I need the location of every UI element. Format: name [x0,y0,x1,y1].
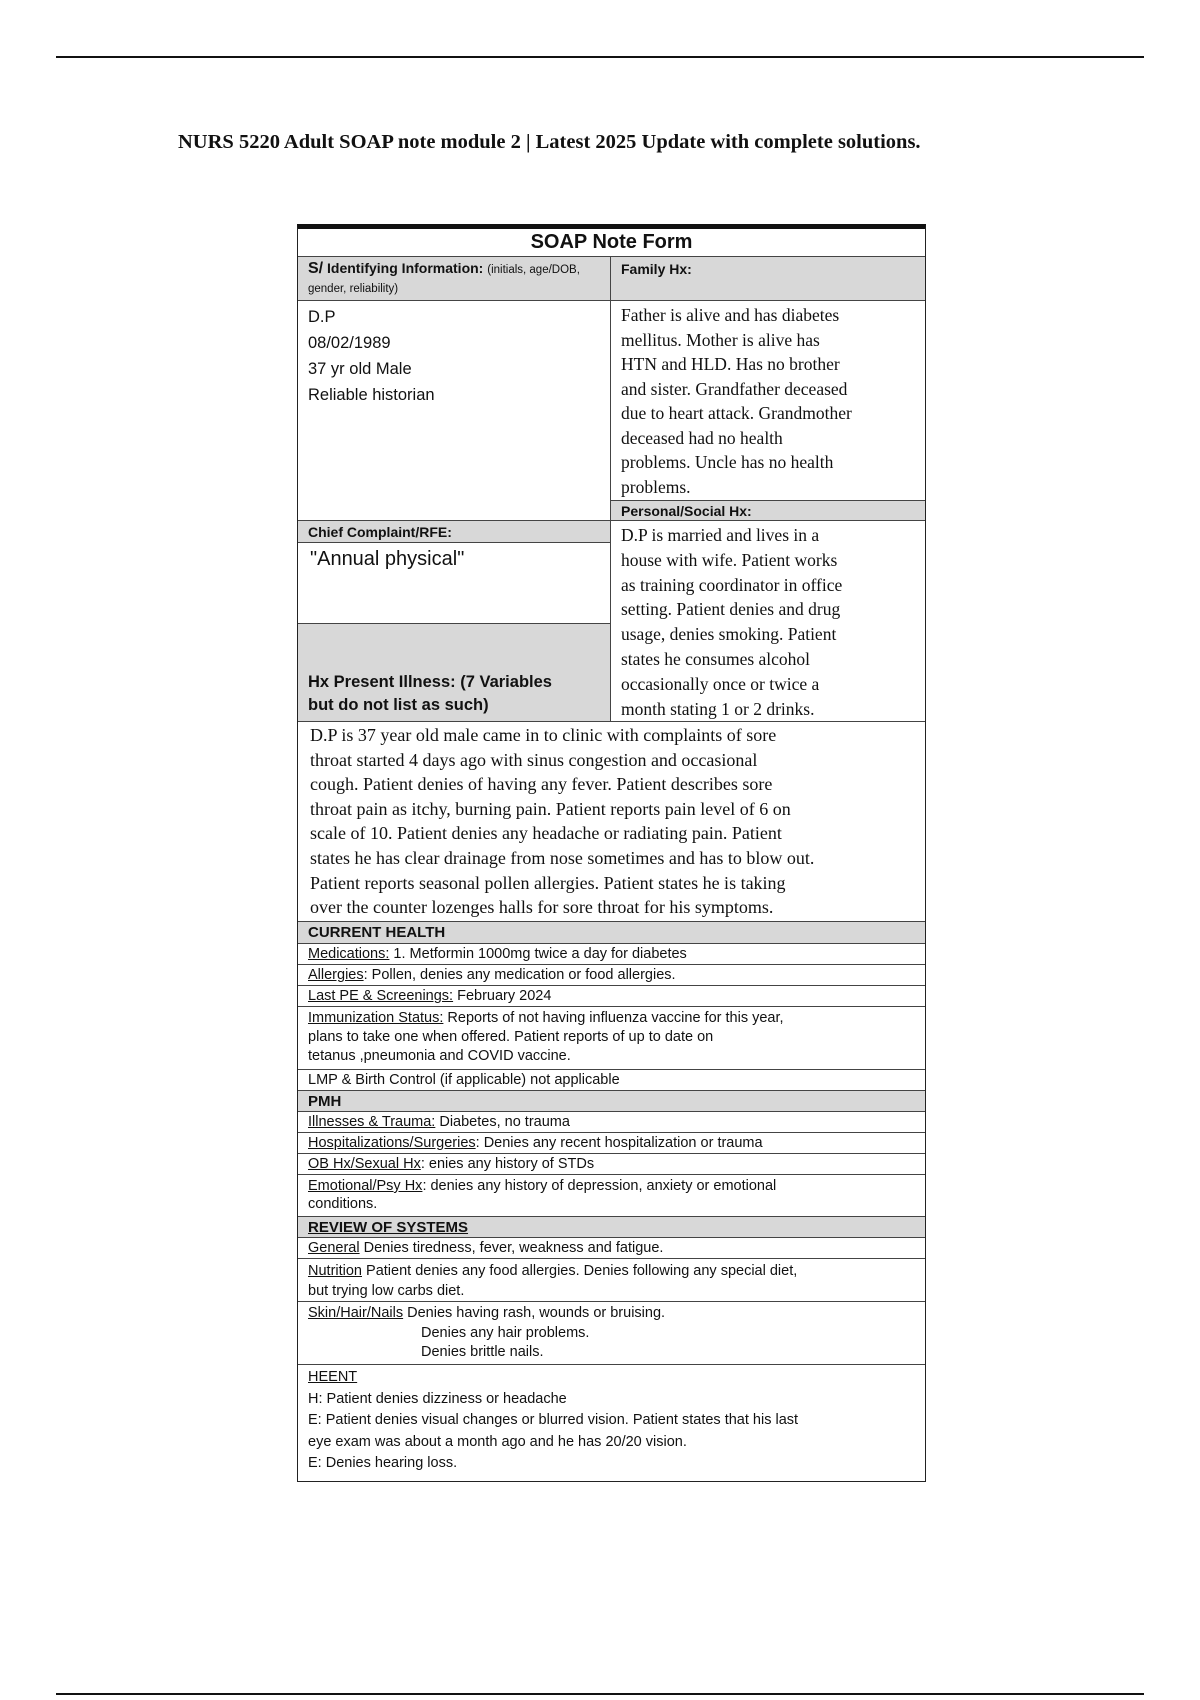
personal-social-line: month stating 1 or 2 drinks. [621,698,815,719]
ros-header-label: REVIEW OF SYSTEMS [308,1219,469,1236]
pmh-header: PMH [298,1090,925,1111]
ros-skin-line2: Denies any hair problems. [421,1324,590,1341]
emotional-row [298,1174,925,1216]
personal-social-line: occasionally once or twice a [621,673,820,694]
illnesses-row [298,1111,925,1132]
lmp-label: LMP & Birth Control (if applicable) [308,1072,527,1088]
personal-social-line: as training coordinator in office [621,574,843,595]
personal-social-line: states he consumes alcohol [621,648,811,669]
hospitalizations-row [298,1132,925,1153]
identifying-info-hint: (initials, age/DOB, gender, reliability) [308,264,580,295]
hpi-line: states he has clear drainage from nose sometimes and has to blow out. [310,847,815,868]
patient-age-gender: 37 yr old Male [308,360,412,378]
personal-social-hx-header: Personal/Social Hx: [611,500,925,520]
personal-social-line: house with wife. Patient works [621,549,838,570]
personal-social-line: D.P is married and lives in a [621,525,820,545]
family-hx-line: deceased had no health [621,427,783,448]
lmp-row [298,1069,925,1090]
immunization-line3: tetanus ,pneumonia and COVID vaccine. [308,1048,571,1064]
ros-nutrition-line2: but trying low carbs diet. [308,1283,465,1299]
ros-skin-row [298,1301,925,1364]
medications-label: Medications: [308,946,390,962]
hpi-line: throat started 4 days ago with sinus congestion and occasional [310,749,758,770]
emotional-line2: conditions. [308,1196,378,1212]
medications-value: 1. Metformin 1000mg twice a day for diabetes [389,946,687,962]
hpi-line: cough. Patient denies of having any fever. Patient describes sore [310,774,773,795]
personal-social-line: usage, denies smoking. Patient [621,624,837,645]
hpi-line: Patient reports seasonal pollen allergies. Patient states he is taking [310,872,786,893]
identifying-info-label: Identifying Information: [327,260,484,276]
ros-general-value: Denies tiredness, fever, weakness and fatigue. [359,1240,664,1256]
allergies-row [298,964,925,985]
top-rule [56,56,1144,58]
identifying-info-header [298,256,611,300]
patient-reliability: Reliable historian [308,386,435,404]
chief-complaint-header: Chief Complaint/RFE: [298,520,611,542]
immunization-line1: Reports of not having influenza vaccine for this year, [443,1010,784,1026]
hpi-body [298,721,925,921]
chief-complaint-value: "Annual physical" [298,542,611,623]
ob-sexual-label: OB Hx/Sexual Hx [308,1156,421,1172]
hospitalizations-label: Hospitalizations/Surgeries [308,1135,476,1151]
family-hx-line: HTN and HLD. Has no brother [621,354,840,374]
hpi-line: D.P is 37 year old male came in to clinic with complaints of sore [310,725,777,745]
ros-general-label: General [308,1240,360,1256]
personal-social-line: setting. Patient denies and drug [621,599,841,620]
last-pe-label: Last PE & Screenings: [308,988,454,1004]
hospitalizations-value: : Denies any recent hospitalization or trauma [475,1135,763,1151]
illnesses-label: Illnesses & Trauma: [308,1114,436,1130]
form-title: SOAP Note Form [530,231,693,253]
allergies-label: Allergies [308,967,364,983]
emotional-line1: : denies any history of depression, anxiety or emotional [422,1178,777,1194]
ros-header [298,1216,925,1237]
immunization-line2: plans to take one when offered. Patient reports of up to date on [308,1029,714,1045]
family-hx-line: problems. [621,476,691,497]
immunization-row [298,1006,925,1069]
family-hx-header: Family Hx: [611,256,925,300]
ros-heent-row [298,1364,925,1481]
ob-sexual-value: : enies any history of STDs [420,1156,595,1172]
personal-social-hx-body [611,520,925,721]
document-title: NURS 5220 Adult SOAP note module 2 | Latest 2025 Update with complete solutions. [178,131,921,153]
ros-skin-line1: Denies having rash, wounds or bruising. [403,1305,666,1321]
family-hx-line: Father is alive and has diabetes [621,305,840,325]
ros-skin-line3: Denies brittle nails. [421,1344,544,1360]
illnesses-value: Diabetes, no trauma [435,1114,570,1130]
hpi-line: scale of 10. Patient denies any headache or radiating pain. Patient [310,823,782,844]
ros-heent-label: HEENT [308,1369,358,1385]
family-hx-body [611,300,925,500]
soap-note-form [297,224,926,1482]
ros-general-row [298,1237,925,1258]
family-hx-line: mellitus. Mother is alive has [621,329,820,350]
subjective-marker: S/ [308,260,324,277]
medications-row [298,943,925,964]
current-health-header: CURRENT HEALTH [298,921,925,943]
ob-sexual-row [298,1153,925,1174]
family-hx-line: due to heart attack. Grandmother [621,403,852,423]
patient-initials: D.P [308,308,336,326]
ros-heent-line: E: Denies hearing loss. [308,1455,458,1471]
allergies-value: : Pollen, denies any medication or food allergies. [363,967,676,983]
family-hx-line: and sister. Grandfather deceased [621,378,848,399]
last-pe-value: February 2024 [453,988,552,1004]
ros-skin-label: Skin/Hair/Nails [308,1305,404,1321]
hpi-header [298,623,611,721]
ros-heent-line: eye exam was about a month ago and he has 20/20 vision. [308,1433,687,1450]
hpi-line: over the counter lozenges halls for sore throat for his symptoms. [310,897,774,918]
hpi-label-line2: but do not list as such) [308,696,489,714]
patient-dob: 08/02/1989 [308,334,391,352]
last-pe-row [298,985,925,1006]
family-hx-line: problems. Uncle has no health [621,452,834,472]
ros-nutrition-row [298,1258,925,1301]
ros-heent-line: E: Patient denies visual changes or blurred vision. Patient states that his last [308,1412,799,1428]
ros-nutrition-label: Nutrition [308,1263,362,1279]
immunization-label: Immunization Status: [308,1010,444,1026]
lmp-value: not applicable [526,1072,620,1088]
hpi-label-line1: Hx Present Illness: (7 Variables [308,673,552,691]
ros-heent-line: H: Patient denies dizziness or headache [308,1390,567,1407]
emotional-label: Emotional/Psy Hx [308,1178,423,1194]
identifying-info-body [298,300,611,520]
bottom-rule [56,1693,1144,1695]
ros-nutrition-line1: Patient denies any food allergies. Denies following any special diet, [362,1263,798,1279]
hpi-line: throat pain as itchy, burning pain. Patient reports pain level of 6 on [310,798,791,819]
